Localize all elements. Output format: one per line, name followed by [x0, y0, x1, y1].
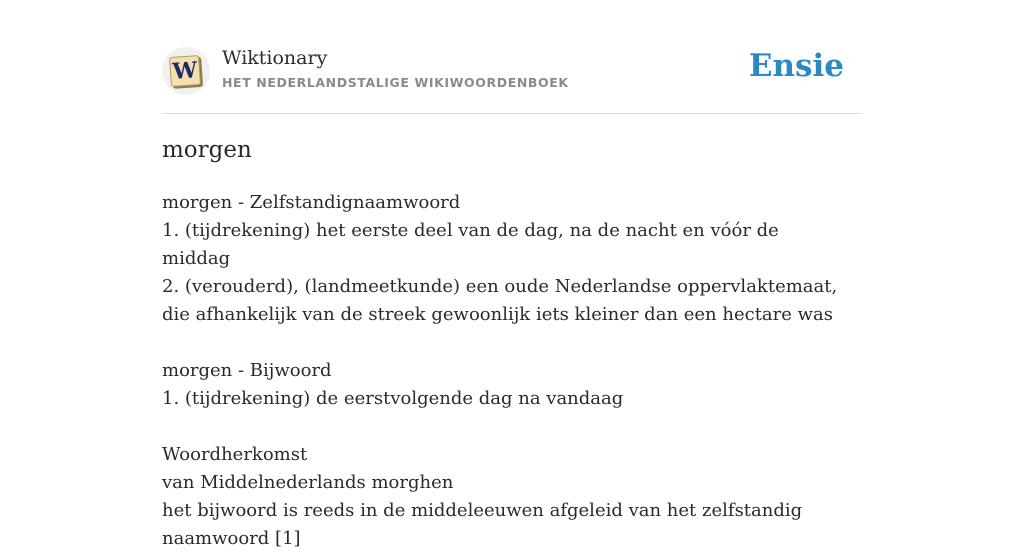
logo-letter: W: [171, 57, 199, 85]
logo-tile: [169, 55, 201, 87]
ensie-brand-link[interactable]: Ensie: [748, 48, 844, 84]
page-title: morgen: [162, 137, 252, 163]
spacer: [162, 329, 852, 357]
wiktionary-logo[interactable]: [162, 47, 210, 95]
site-tagline: HET NEDERLANDSTALIGE WIKIWOORDENBOEK: [222, 75, 569, 90]
header-divider: [162, 113, 862, 114]
etymology-line-1: van Middelnederlands morghen: [162, 472, 454, 493]
adverb-definition-1: 1. (tijdrekening) de eerstvolgende dag na vandaag: [162, 388, 624, 409]
adverb-heading: morgen - Bijwoord: [162, 360, 332, 381]
spacer: [162, 413, 852, 441]
noun-definition-2: 2. (verouderd), (landmeetkunde) een oude Nederlandse oppervlaktemaat, die afhankelijk van de streek gewoonlijk iets kleiner dan een hectare was: [162, 276, 838, 325]
noun-definition-1: 1. (tijdrekening) het eerste deel van de dag, na de nacht en vóór de middag: [162, 220, 779, 269]
noun-heading: morgen - Zelfstandignaamwoord: [162, 192, 461, 213]
site-name[interactable]: Wiktionary: [222, 47, 328, 69]
entry-content: [162, 189, 852, 553]
etymology-line-2: het bijwoord is reeds in de middeleeuwen afgeleid van het zelfstandig naamwoord [1]: [162, 500, 803, 549]
etymology-heading: Woordherkomst: [162, 444, 308, 465]
site-header: [162, 46, 862, 98]
